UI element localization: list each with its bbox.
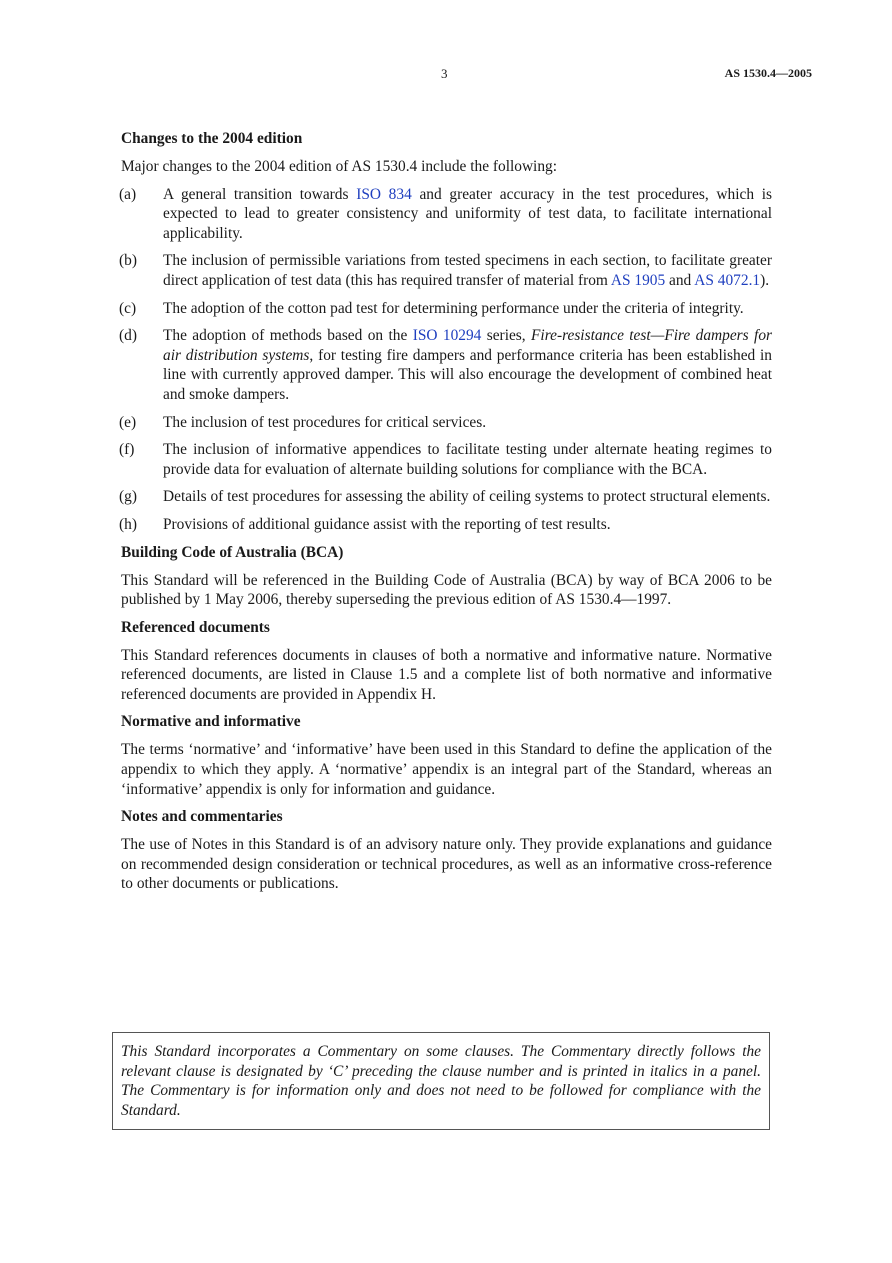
list-item [119, 515, 772, 535]
as-4072-1-link[interactable]: AS 4072.1 [694, 271, 761, 289]
list-item [119, 487, 772, 507]
list-marker: (d) [119, 327, 137, 345]
list-marker: (f) [119, 441, 135, 459]
list-text: Details of test procedures for assessing the ability of ceiling systems to protect structural elements. [163, 488, 771, 506]
list-item [119, 299, 772, 319]
list-marker: (e) [119, 413, 137, 431]
list-text: The adoption of the cotton pad test for determining performance under the criteria of integrity. [163, 299, 744, 317]
referenced-documents-text: This Standard references documents in clauses of both a normative and informative nature. Normative referenced documents, are listed in Clause 1.5 and a complete list of both normative and informative referenced documents are provided in Appendix H. [121, 646, 772, 703]
standard-title: Fire-resistance test—Fire dampers for air distribution systems [163, 327, 773, 364]
list-marker: (g) [119, 488, 137, 506]
list-marker: (c) [119, 299, 137, 317]
changes-heading: Changes to the 2004 edition [121, 130, 303, 147]
list-item [119, 185, 772, 244]
referenced-documents-heading: Referenced documents [121, 618, 270, 636]
bca-text: This Standard will be referenced in the Building Code of Australia (BCA) by way of BCA 2006 to be published by 1 May 2006, thereby superseding the previous edition of AS 1530.4—1997. [121, 571, 772, 609]
list-item [119, 251, 772, 290]
notes-commentaries-text: The use of Notes in this Standard is of an advisory nature only. They provide explanations and guidance on recommended design consideration or technical procedures, as well as an informative cross-reference to other documents or publications. [121, 836, 772, 893]
iso-10294-link[interactable]: ISO 10294 [412, 327, 482, 345]
bca-heading: Building Code of Australia (BCA) [121, 543, 344, 561]
list-item [119, 326, 772, 404]
changes-list [119, 185, 772, 535]
list-text: Provisions of additional guidance assist with the reporting of test results. [163, 515, 611, 533]
normative-informative-heading: Normative and informative [121, 713, 301, 731]
list-marker: (a) [119, 185, 137, 203]
list-text: The inclusion of test procedures for critical services. [163, 413, 487, 431]
list-marker: (h) [119, 515, 137, 533]
document-id: AS 1530.4—2005 [724, 66, 812, 80]
iso-834-link[interactable]: ISO 834 [356, 185, 412, 203]
page-number: 3 [441, 66, 448, 81]
as-1905-link[interactable]: AS 1905 [610, 271, 666, 289]
list-text: The inclusion of informative appendices to facilitate testing under alternate heating regimes to provide data for evaluation of alternate building solutions for compliance with the BCA. [163, 441, 772, 478]
notes-commentaries-heading: Notes and commentaries [121, 808, 283, 826]
normative-informative-text: The terms ‘normative’ and ‘informative’ have been used in this Standard to define the application of the appendix to which they apply. A ‘normative’ appendix is an integral part of the Standard, whereas an ‘informative’ appendix is only for information and guidance. [121, 741, 772, 798]
commentary-panel: This Standard incorporates a Commentary on some clauses. The Commentary directly follows the relevant clause is designated by ‘C’ preceding the clause number and is printed in italics in a panel. The Commentary is for information only and does not need to be followed for compliance with the Standard. [112, 1032, 770, 1130]
list-item [119, 440, 772, 479]
changes-intro: Major changes to the 2004 edition of AS 1530.4 include the following: [121, 158, 558, 175]
list-marker: (b) [119, 252, 137, 270]
list-text: The inclusion of permissible variations from tested specimens in each section, to facilitate greater direct application of test data (this has required transfer of material from AS 1905 and AS 4072.1). [163, 252, 772, 289]
list-text: The adoption of methods based on the ISO 10294 series, Fire-resistance test—Fire dampers for air distribution systems, for testing fire dampers and performance criteria has been established in line with currently approved damper. This will also encourage the development of combined heat and smoke dampers. [163, 327, 773, 403]
list-text: A general transition towards ISO 834 and greater accuracy in the test procedures, which is expected to lead to greater consistency and uniformity of test data, to facilitate international applicability. [163, 185, 772, 242]
page-body [121, 129, 772, 902]
list-item [119, 413, 772, 433]
